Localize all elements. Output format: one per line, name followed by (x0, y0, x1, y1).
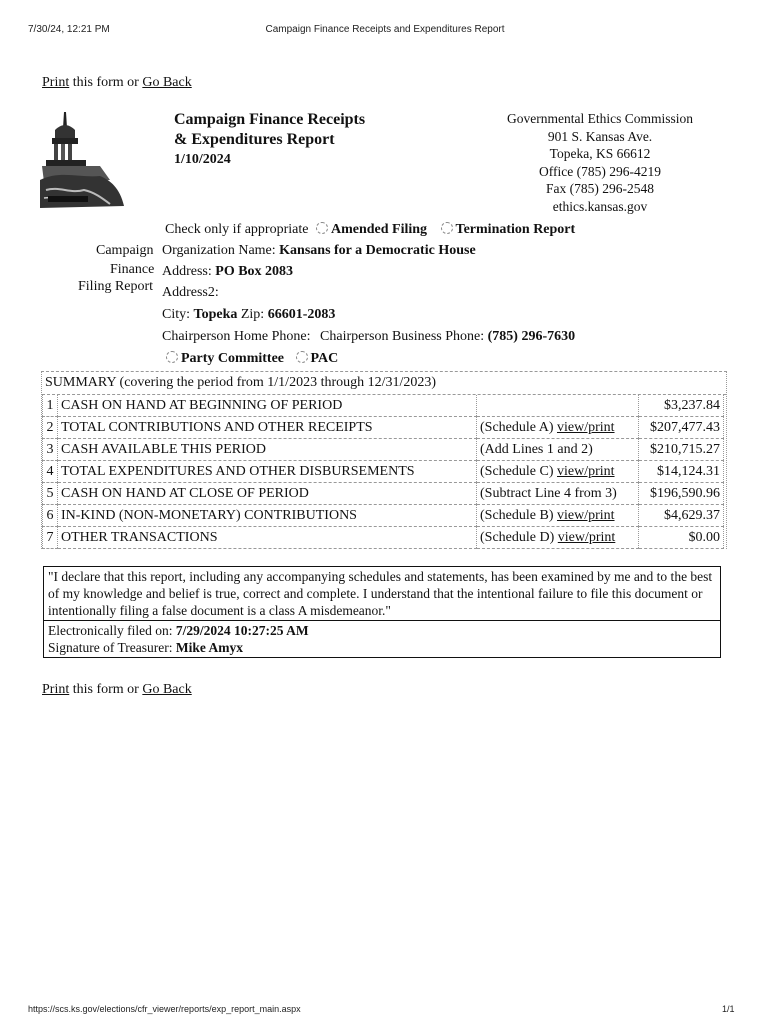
treasurer-label: Signature of Treasurer: (48, 640, 173, 655)
summary-row (43, 439, 724, 461)
party-committee-label: Party Committee (181, 351, 285, 366)
address-value: PO Box 2083 (215, 264, 294, 279)
zip-label: Zip: (240, 307, 265, 322)
summary-row (43, 527, 724, 549)
summary-row-number: 6 (43, 505, 58, 527)
summary-row (43, 417, 724, 439)
summary-row-schedule: (Subtract Line 4 from 3) (480, 485, 617, 501)
summary-row-label: CASH ON HAND AT BEGINNING OF PERIOD (58, 395, 477, 417)
summary-row-label: CASH ON HAND AT CLOSE OF PERIOD (58, 483, 477, 505)
city-zip-row (162, 307, 335, 323)
summary-row-schedule: (Schedule A) (480, 419, 557, 435)
bottom-print-link[interactable]: Print (42, 682, 70, 697)
report-title (174, 110, 365, 170)
summary-row-number: 7 (43, 527, 58, 549)
go-back-link[interactable]: Go Back (142, 75, 192, 90)
top-nav (42, 75, 192, 91)
summary-row-number: 3 (43, 439, 58, 461)
summary-row-amount: $210,715.27 (639, 439, 724, 461)
filed-row (48, 622, 716, 639)
zip-value: 66601-2083 (267, 307, 336, 322)
address-row (162, 264, 293, 280)
address2-label: Address2: (162, 285, 219, 300)
print-datetime: 7/30/24, 12:21 PM (28, 24, 110, 35)
summary-row-label: IN-KIND (NON-MONETARY) CONTRIBUTIONS (58, 505, 477, 527)
summary-row-amount: $196,590.96 (639, 483, 724, 505)
view-print-link[interactable]: view/print (556, 419, 615, 435)
summary-row-schedule: (Schedule D) (480, 529, 558, 545)
summary-rows (42, 395, 724, 549)
capitol-icon (40, 110, 126, 210)
termination-report-radio[interactable] (441, 222, 453, 234)
summary-row (43, 483, 724, 505)
business-phone-label: Chairperson Business Phone: (320, 329, 485, 344)
address-label: Address: (162, 264, 212, 279)
summary-row-label: CASH AVAILABLE THIS PERIOD (58, 439, 477, 461)
summary-row-label: OTHER TRANSACTIONS (58, 527, 477, 549)
summary-row-label: TOTAL CONTRIBUTIONS AND OTHER RECEIPTS (58, 417, 477, 439)
summary-row-number: 2 (43, 417, 58, 439)
check-row (165, 222, 575, 238)
org-name-row (162, 243, 476, 259)
business-phone-value: (785) 296-7630 (487, 329, 576, 344)
footer-page-number: 1/1 (722, 1004, 735, 1014)
capitol-logo (40, 110, 126, 210)
amended-filing-label: Amended Filing (330, 222, 428, 237)
filed-value: 7/29/2024 10:27:25 AM (175, 623, 309, 638)
check-label: Check only if appropriate (165, 222, 309, 237)
committee-type-row (166, 351, 338, 367)
summary-row-number: 4 (43, 461, 58, 483)
summary-row (43, 395, 724, 417)
summary-table (41, 371, 727, 549)
filed-label: Electronically filed on: (48, 623, 173, 638)
report-date: 1/10/2024 (174, 152, 231, 167)
commission-street: 901 S. Kansas Ave. (547, 128, 653, 144)
side-label-campaign: Campaign (96, 243, 154, 258)
summary-row (43, 461, 724, 483)
org-name-value: Kansans for a Democratic House (279, 243, 476, 258)
summary-row-schedule: (Add Lines 1 and 2) (480, 441, 593, 457)
summary-row-reference (477, 527, 639, 549)
footer-url: https://scs.ks.gov/elections/cfr_viewer/reports/exp_report_main.aspx (28, 1004, 301, 1014)
commission-website: ethics.kansas.gov (552, 198, 648, 214)
summary-row-number: 5 (43, 483, 58, 505)
commission-fax: Fax (785) 296-2548 (546, 181, 654, 196)
city-label: City: (162, 307, 191, 322)
commission-name: Governmental Ethics Commission (507, 111, 693, 126)
address2-row (162, 285, 219, 301)
treasurer-value: Mike Amyx (175, 640, 243, 655)
bottom-go-back-link[interactable]: Go Back (142, 682, 192, 697)
commission-city: Topeka, KS 66612 (549, 146, 651, 161)
side-label-finance: Finance (110, 262, 155, 277)
print-page-title: Campaign Finance Receipts and Expenditures Report (265, 24, 505, 35)
summary-row-amount: $14,124.31 (639, 461, 724, 483)
pac-label: PAC (310, 351, 339, 366)
print-link[interactable]: Print (42, 75, 70, 90)
declaration-section (43, 566, 721, 658)
pac-radio[interactable] (296, 351, 308, 363)
summary-row-reference (477, 439, 639, 461)
amended-filing-radio[interactable] (316, 222, 328, 234)
summary-heading: SUMMARY (covering the period from 1/1/2023 through 12/31/2023) (42, 372, 726, 395)
summary-row-amount: $0.00 (639, 527, 724, 549)
summary-row-label: TOTAL EXPENDITURES AND OTHER DISBURSEMENTS (58, 461, 477, 483)
city-value: Topeka (193, 307, 238, 322)
commission-office-phone: Office (785) 296-4219 (539, 163, 661, 179)
summary-row-reference (477, 461, 639, 483)
summary-row-schedule: (Schedule B) (480, 507, 557, 523)
summary-row (43, 505, 724, 527)
summary-row-reference (477, 505, 639, 527)
view-print-link[interactable]: view/print (556, 507, 615, 523)
view-print-link[interactable]: view/print (556, 463, 615, 479)
treasurer-row (48, 639, 716, 656)
summary-row-amount: $3,237.84 (639, 395, 724, 417)
summary-row-reference (477, 395, 639, 417)
nav-text: this form or (69, 75, 143, 90)
declaration-text: "I declare that this report, including any accompanying schedules and statements, has been examined by me and to the best of my knowledge and belief is true, correct and complete. I understand that the intentional failure to file this document or intentionally filing a false document is a class A misdemeanor." (43, 566, 721, 621)
report-title-line1: Campaign Finance Receipts (174, 111, 366, 128)
party-committee-radio[interactable] (166, 351, 178, 363)
home-phone-label: Chairperson Home Phone: (162, 329, 311, 344)
summary-row-reference (477, 483, 639, 505)
bottom-nav (42, 682, 192, 698)
report-title-line2: & Expenditures Report (174, 131, 335, 148)
summary-row-amount: $207,477.43 (639, 417, 724, 439)
side-label-filing-report: Filing Report (78, 279, 154, 294)
summary-row-number: 1 (43, 395, 58, 417)
summary-row-schedule: (Schedule C) (480, 463, 557, 479)
commission-address (480, 110, 720, 215)
phone-row (162, 329, 575, 345)
view-print-link[interactable]: view/print (557, 529, 616, 545)
bottom-nav-text: this form or (69, 682, 143, 697)
summary-row-reference (477, 417, 639, 439)
termination-report-label: Termination Report (455, 222, 576, 237)
filing-info (43, 621, 721, 658)
org-name-label: Organization Name: (162, 243, 276, 258)
summary-row-amount: $4,629.37 (639, 505, 724, 527)
